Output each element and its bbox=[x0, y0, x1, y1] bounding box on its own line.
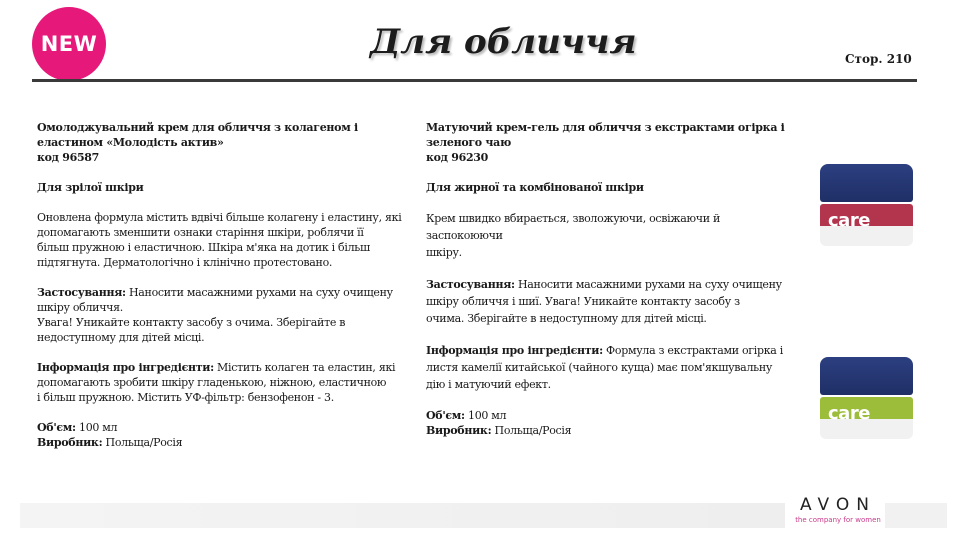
product-code: код 96587 bbox=[37, 151, 100, 164]
ingredients-line: Інформація про інгредієнти: Формула з екстрактами огірка і bbox=[426, 344, 783, 357]
maker: Виробник: Польща/Росія bbox=[426, 424, 572, 437]
new-badge bbox=[32, 7, 106, 81]
ingredients-line: дію і матуючий ефект. bbox=[426, 378, 551, 391]
ingredients-line: листя камелії китайської (чайного куща) має пом'якшувальну bbox=[426, 361, 773, 374]
jar-lid bbox=[820, 357, 913, 395]
usage-line: шкіру обличчя. bbox=[37, 301, 123, 314]
product-left-info bbox=[37, 120, 409, 450]
skin-type: Для зрілої шкіри bbox=[37, 181, 144, 194]
usage-line: Застосування: Наносити масажними рухами на суху очищену bbox=[426, 278, 782, 291]
maker: Виробник: Польща/Росія bbox=[37, 436, 183, 449]
footer-strip bbox=[20, 503, 785, 528]
usage-line: очима. Зберігайте в недоступному для дітей місці. bbox=[426, 312, 707, 325]
volume-label: Об'єм: bbox=[426, 409, 465, 422]
product-jar-image bbox=[820, 357, 913, 439]
footer-strip-right bbox=[885, 503, 947, 528]
usage-line: шкіру обличчя і шиї. Увага! Уникайте контакту засобу з bbox=[426, 295, 740, 308]
header-divider bbox=[32, 79, 917, 82]
volume-label: Об'єм: bbox=[37, 421, 76, 434]
maker-label: Виробник: bbox=[426, 424, 492, 437]
usage-label: Застосування: bbox=[426, 278, 515, 291]
avon-wordmark: AVON bbox=[800, 495, 876, 515]
usage-line: Застосування: Наносити масажними рухами на суху очищену bbox=[37, 286, 393, 299]
jar-body bbox=[820, 397, 913, 439]
description-line: допомагають зменшити ознаки старіння шкіри, роблячи її bbox=[37, 226, 364, 239]
page-title: Для обличчя bbox=[370, 22, 637, 62]
ingredients-line: і більш пружною. Містить УФ-фільтр: бензофенон - 3. bbox=[37, 391, 334, 404]
skin-type: Для жирної та комбінованої шкіри bbox=[426, 181, 644, 194]
avon-tagline: the company for women bbox=[795, 516, 881, 524]
jar-brand: care bbox=[828, 403, 870, 424]
jar-lid bbox=[820, 164, 913, 202]
ingredients-label: Інформація про інгредієнти: bbox=[37, 361, 214, 374]
ingredients-line: Інформація про інгредієнти: Містить колаген та еластин, які bbox=[37, 361, 396, 374]
description-line: шкіру. bbox=[426, 246, 462, 259]
jar-brand: care bbox=[828, 210, 870, 231]
product-name: Омолоджувальний крем для обличчя з колагеном і еластином «Молодість актив» bbox=[37, 121, 358, 149]
product-jar-image bbox=[820, 164, 913, 246]
usage-line: недоступному для дітей місці. bbox=[37, 331, 205, 344]
maker-label: Виробник: bbox=[37, 436, 103, 449]
volume: Об'єм: 100 мл bbox=[426, 409, 507, 422]
product-right-info bbox=[426, 120, 796, 438]
avon-logo bbox=[793, 495, 883, 524]
description-line: Оновлена формула містить вдвічі більше колагену і еластину, які bbox=[37, 211, 402, 224]
ingredients-line: допомагають зробити шкіру гладенькою, ніжною, еластичною bbox=[37, 376, 387, 389]
description-line: Крем швидко вбирається, зволожуючи, освіжаючи й заспокоюючи bbox=[426, 212, 720, 242]
usage-label: Застосування: bbox=[37, 286, 126, 299]
product-name: Матуючий крем-гель для обличчя з екстрактами огірка і зеленого чаю bbox=[426, 121, 785, 149]
page-number: Стор. 210 bbox=[845, 52, 912, 66]
product-code: код 96230 bbox=[426, 151, 489, 164]
new-badge-label: NEW bbox=[40, 32, 98, 56]
description-line: підтягнута. Дерматологічно і клінічно протестовано. bbox=[37, 256, 333, 269]
jar-body bbox=[820, 204, 913, 246]
usage-line: Увага! Уникайте контакту засобу з очима. Зберігайте в bbox=[37, 316, 346, 329]
ingredients-label: Інформація про інгредієнти: bbox=[426, 344, 603, 357]
description-line: більш пружною і еластичною. Шкіра м'яка на дотик і більш bbox=[37, 241, 370, 254]
volume: Об'єм: 100 мл bbox=[37, 421, 118, 434]
